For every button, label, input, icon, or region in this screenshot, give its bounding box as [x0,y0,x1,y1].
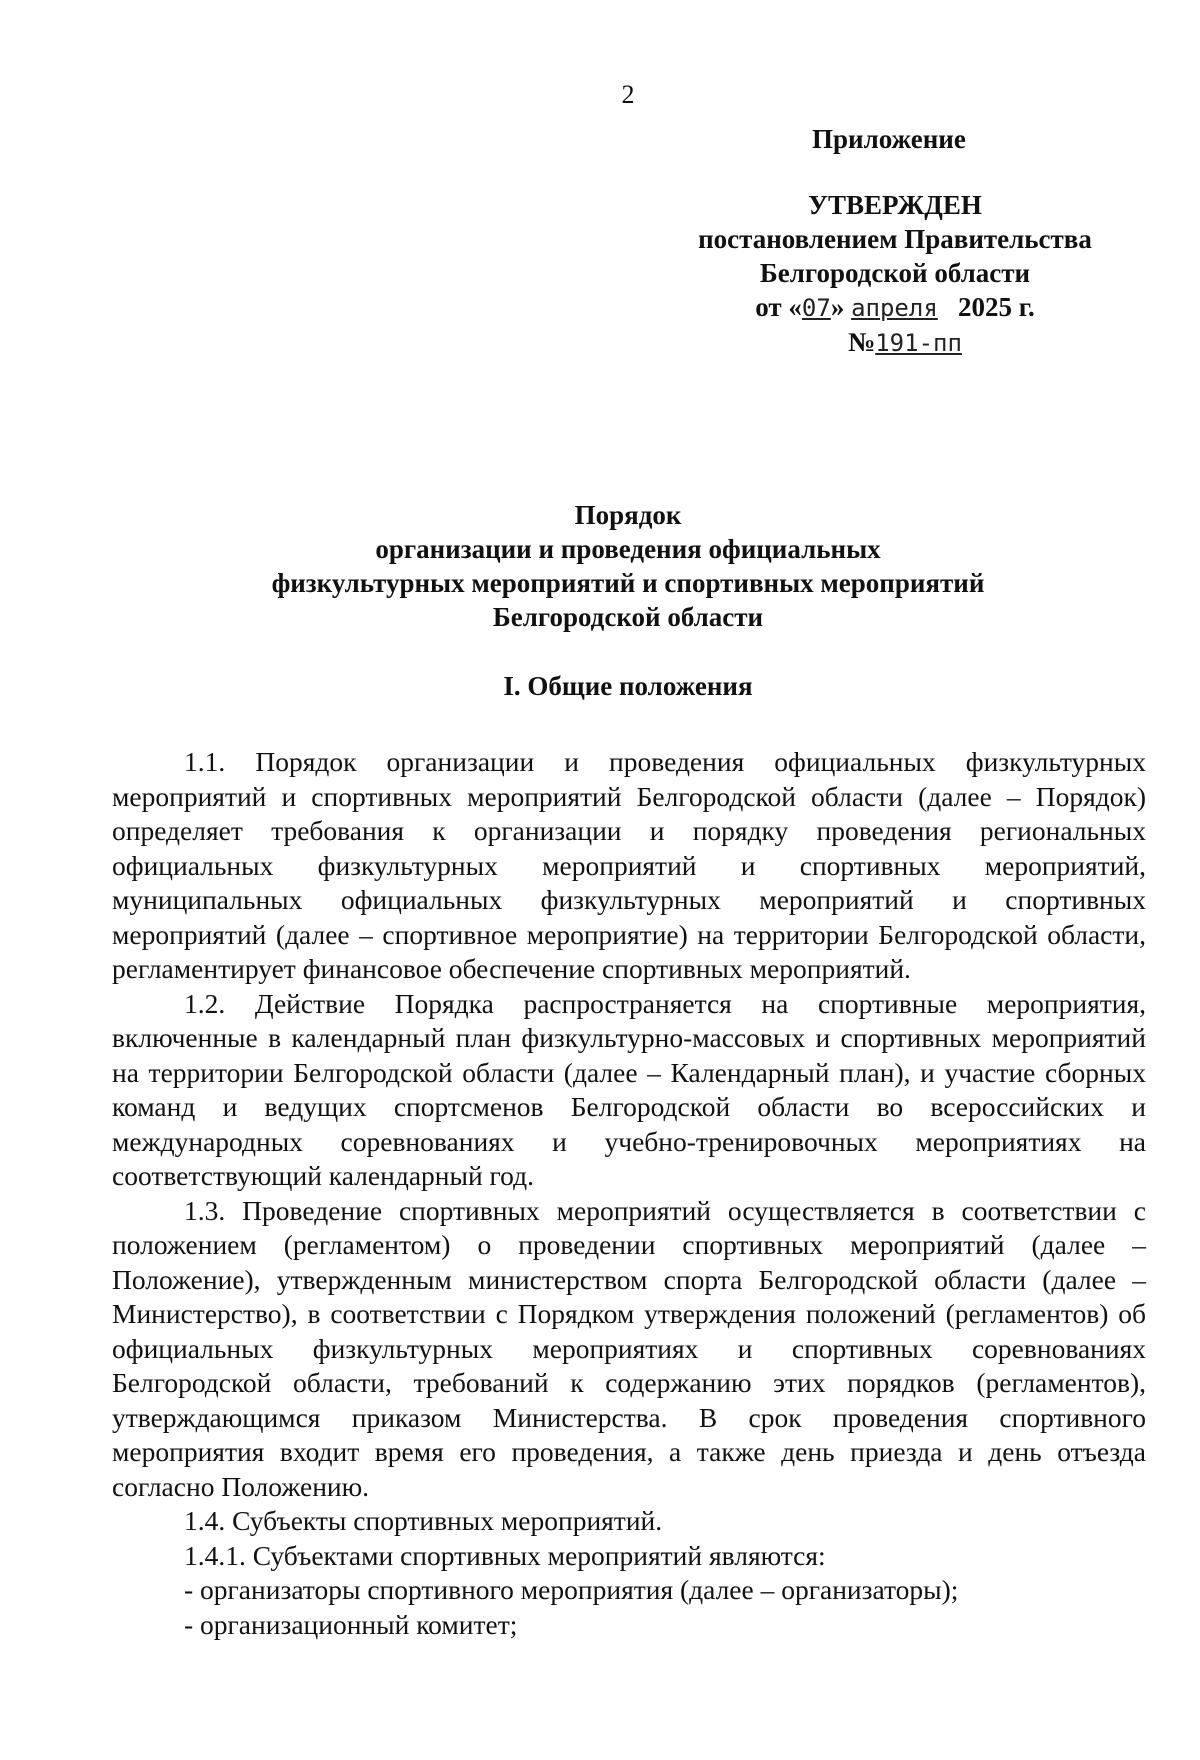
paragraph-1-2: 1.2. Действие Порядка распространяется на спортивные мероприятия, включенные в календарный план физкультурно-массовых и спортивных мероприятий на территории Белгородской области (далее – Календарный план), и участие сборных команд и ведущих спортсменов Белгородской области во всероссийских и международных соревнованиях и учебно-тренировочных мероприятиях на соответствующий календарный год. [112,987,1146,1191]
resolution-number [660,325,1130,360]
paragraph-1-4: 1.4. Субъекты спортивных мероприятий. [184,1505,663,1536]
approval-block [660,188,1130,360]
date-year: 2025 г. [958,292,1035,322]
paragraph-1-4-1: 1.4.1. Субъектами спортивных мероприятий являются: [184,1539,826,1571]
title-line-1: Порядок [574,500,682,530]
title-line-3: физкультурных мероприятий и спортивных мероприятий [271,568,985,598]
resolution-label: постановлением Правительства [698,224,1092,254]
paragraph-1-3: 1.3. Проведение спортивных мероприятий осуществляется в соответствии с положением (регламентом) о проведении спортивных мероприятий (далее – Положение), утвержденным министерством спорта Белгородской области (далее – Министерство), в соответствии с Порядком утверждения положений (регламентов) об официальных физкультурных мероприятиях и спортивных соревнованиях Белгородской области, требований к содержанию этих порядков (регламентов), утверждающимся приказом Министерства. В срок проведения спортивного мероприятия входит время его проведения, а также день приезда и день отъезда согласно Положению. [112,1194,1146,1502]
list-item-committee: - организационный комитет; [184,1608,518,1640]
approved-label: УТВЕРЖДЕН [808,190,982,220]
number-value: 191-пп [875,329,962,357]
number-prefix: № [848,327,876,357]
paragraph-1-1: 1.1. Порядок организации и проведения официальных физкультурных мероприятий и спортивных мероприятий Белгородской области (далее – Порядок) определяет требования к организации и порядку проведения региональных официальных физкультурных мероприятий и спортивных мероприятий, муниципальных официальных физкультурных мероприятий и спортивных мероприятий (далее – спортивное мероприятие) на территории Белгородской области, регламентирует финансовое обеспечение спортивных мероприятий. [112,746,1146,984]
document-title [0,498,1200,634]
page-number: 2 [621,80,635,109]
document-body [112,745,1146,1642]
title-line-4: Белгородской области [492,602,764,632]
date-mid: » [830,292,852,322]
date-prefix: от « [755,292,802,322]
region-label: Белгородской области [759,258,1031,288]
resolution-date [660,290,1130,325]
date-day: 07 [801,294,831,322]
title-line-2: организации и проведения официальных [375,534,881,564]
appendix-label: Приложение [812,124,966,154]
section-heading: I. Общие положения [503,671,753,701]
date-month: апреля [851,294,938,322]
list-item-organizers: - организаторы спортивного мероприятия (далее – организаторы); [184,1574,959,1605]
